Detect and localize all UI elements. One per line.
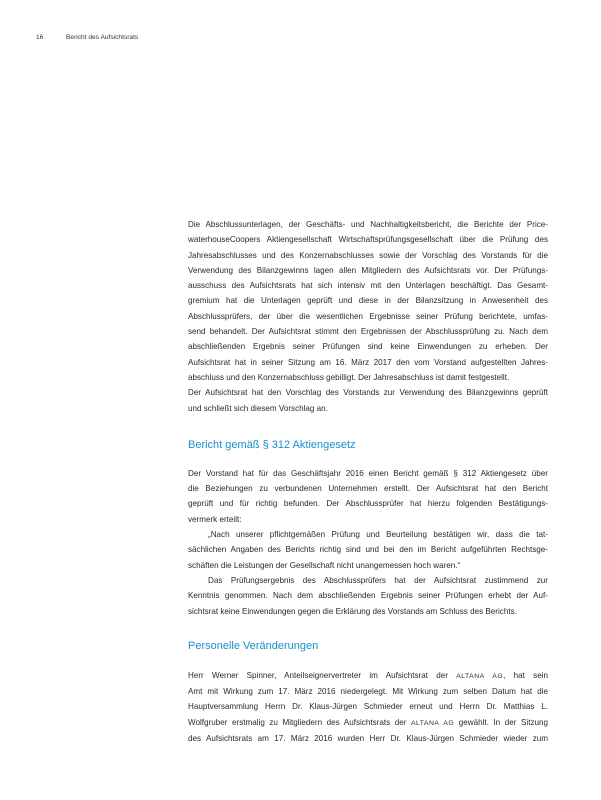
text-line: Aufsichtsrat hat in seiner Sitzung am 16. März 2017 den vom Vorstand aufgestellten Jahres- <box>188 357 548 367</box>
section-heading-personnel: Personelle Veränderungen <box>188 639 319 652</box>
paragraph-dependency-report <box>188 466 548 619</box>
section-title: Bericht des Aufsichtsrats <box>66 34 139 41</box>
text-line: abschluss und den Konzernabschluss gebilligt. Der Jahresabschluss ist damit festgestellt. <box>188 372 510 382</box>
text-fragment: gewählt. In der Sitzung <box>454 717 549 727</box>
text-fragment: Wolfgruber erstmalig zu Mitgliedern des Aufsichtsrats der <box>188 717 411 727</box>
quote-line: schäften die Leistungen der Gesellschaft nicht unangemessen hoch waren.“ <box>188 560 461 570</box>
text-line: ausschuss des Aufsichtsrats hat sich intensiv mit den Unterlagen beschäftigt. Das Gesamt- <box>188 281 548 291</box>
text-line: Der Aufsichtsrat hat den Vorschlag des Vorstands zur Verwendung des Bilanzgewinns geprüft <box>188 388 548 398</box>
text-line: und schließt sich diesem Vorschlag an. <box>188 403 328 413</box>
quote-line: „Nach unserer pflichtgemäßen Prüfung und Beurteilung bestätigen wir, dass die tat- <box>208 530 548 540</box>
text-line: Verwendung des Bilanzgewinns lagen allen Mitgliedern des Aufsichtsrats vor. Der Prüfungs- <box>188 265 548 275</box>
text-line: Kenntnis genommen. Nach dem abschließenden Ergebnis seiner Prüfungen erhebt der Auf- <box>188 591 548 601</box>
text-line: gremium hat die Unterlagen geprüft und diese in der Bilanzsitzung in Anwesenheit des <box>188 296 548 306</box>
company-name: ALTANA AG <box>410 719 455 727</box>
text-fragment: Herr Werner Spinner, Anteilseignervertreter im Aufsichtsrat der <box>188 670 457 680</box>
text-line: waterhouseCoopers Aktiengesellschaft Wirtschaftsprüfungsgesellschaft über die Prüfung des <box>188 235 548 245</box>
text-line: Abschlussprüfers, der über die wesentlichen Ergebnisse seiner Prüfung berichtete, umfas- <box>188 311 548 321</box>
text-line: des Aufsichtsrats am 17. März 2016 wurden Herr Dr. Klaus-Jürgen Schmieder wieder zum <box>188 734 548 744</box>
paragraph-annual-accounts <box>188 217 548 416</box>
text-line: Der Vorstand hat für das Geschäftsjahr 2016 einen Bericht gemäß § 312 Aktiengesetz über <box>188 468 548 478</box>
text-line: Die Abschlussunterlagen, der Geschäfts- und Nachhaltigkeitsbericht, die Berichte der Price- <box>188 220 548 229</box>
page-number: 16 <box>36 34 44 41</box>
text-line <box>188 715 548 731</box>
text-fragment: , hat sein <box>503 670 548 680</box>
text-line: Hauptversammlung Herrn Dr. Klaus-Jürgen Schmieder erneut und Herrn Dr. Matthias L. <box>188 702 548 712</box>
text-line: Jahresabschlusses und des Konzernabschlusses sowie der Vorschlag des Vorstands für die <box>188 250 548 260</box>
text-line: Das Prüfungsergebnis des Abschlussprüfers hat der Aufsichtsrat zustimmend zur <box>208 575 548 585</box>
text-line: sichtsrat keine Einwendungen gegen die Erklärung des Vorstands am Schluss des Berichts. <box>188 606 517 616</box>
text-line: send behandelt. Der Aufsichtsrat stimmt den Ergebnissen der Abschlussprüfung zu. Nach dem <box>188 327 548 337</box>
company-name: ALTANA AG <box>456 672 504 680</box>
running-header <box>36 34 138 41</box>
quote-line: sächlichen Angaben des Berichts richtig sind und bei den im Bericht aufgeführten Rechtsge- <box>188 545 548 555</box>
text-line: die Beziehungen zu verbundenen Unternehmen erstellt. Der Aufsichtsrat hat den Bericht <box>188 484 548 494</box>
text-line: Amt mit Wirkung zum 17. März 2016 niedergelegt. Mit Wirkung zum selben Datum hat die <box>188 687 548 697</box>
text-line: geprüft und für richtig befunden. Der Abschlussprüfer hat hierzu folgenden Bestätigungs- <box>188 499 548 509</box>
section-heading-312: Bericht gemäß § 312 Aktiengesetz <box>188 438 356 451</box>
text-line: abschließenden Ergebnis seiner Prüfungen sind keine Einwendungen zu erheben. Der <box>188 342 548 352</box>
text-line: vermerk erteilt: <box>188 514 242 524</box>
text-line <box>188 668 548 684</box>
main-content <box>188 217 548 746</box>
paragraph-personnel-changes <box>188 668 548 746</box>
